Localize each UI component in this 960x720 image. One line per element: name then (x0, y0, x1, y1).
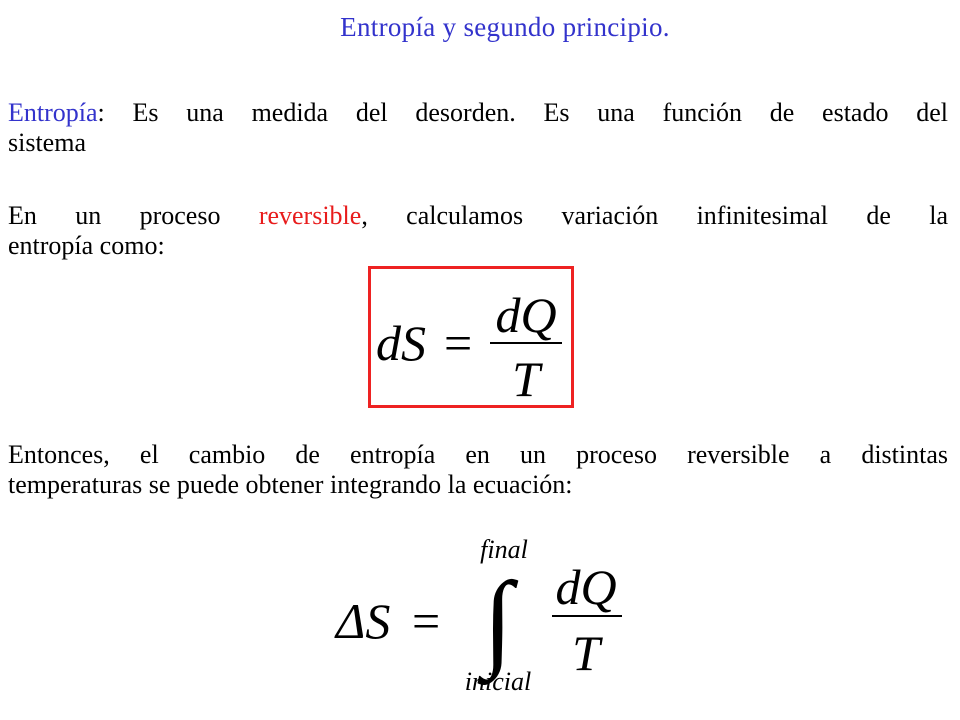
entropy-term: Entropía (8, 98, 98, 127)
entropy-integral-equation (330, 532, 630, 720)
integration-text-line1: Entonces, el cambio de entropía en un proceso reversible a distintas (8, 440, 948, 469)
eq2-numerator: dQ (555, 559, 617, 615)
definition-paragraph (8, 98, 948, 158)
reversible-highlight: reversible (258, 201, 362, 230)
eq1-equals: = (444, 315, 473, 371)
reversible-text-line2: entropía como: (8, 231, 165, 260)
definition-text-line2: sistema (8, 128, 86, 157)
definition-text: : Es una medida del desorden. Es una función de estado del (97, 98, 948, 127)
eq1-lhs: dS (376, 315, 426, 371)
reversible-text-start: En un proceso (8, 201, 259, 230)
eq2-denominator: T (572, 625, 600, 681)
entropy-differential-equation (370, 268, 572, 406)
slide-title: Entropía y segundo principio. (340, 12, 670, 42)
integral-sign: ∫ (483, 561, 513, 680)
eq1-numerator: dQ (495, 287, 557, 343)
integration-text-line2: temperaturas se puede obtener integrando la ecuación: (8, 470, 573, 499)
reversible-text-end: , calculamos variación infinitesimal de la (361, 201, 948, 230)
eq2-lhs: ΔS (336, 593, 391, 649)
eq2-equals: = (412, 593, 441, 649)
eq2-lower-limit: inicial (464, 667, 532, 696)
eq2-upper-limit: final (480, 535, 528, 564)
integration-paragraph (8, 440, 948, 500)
reversible-paragraph (8, 201, 948, 261)
eq1-denominator: T (512, 351, 540, 406)
